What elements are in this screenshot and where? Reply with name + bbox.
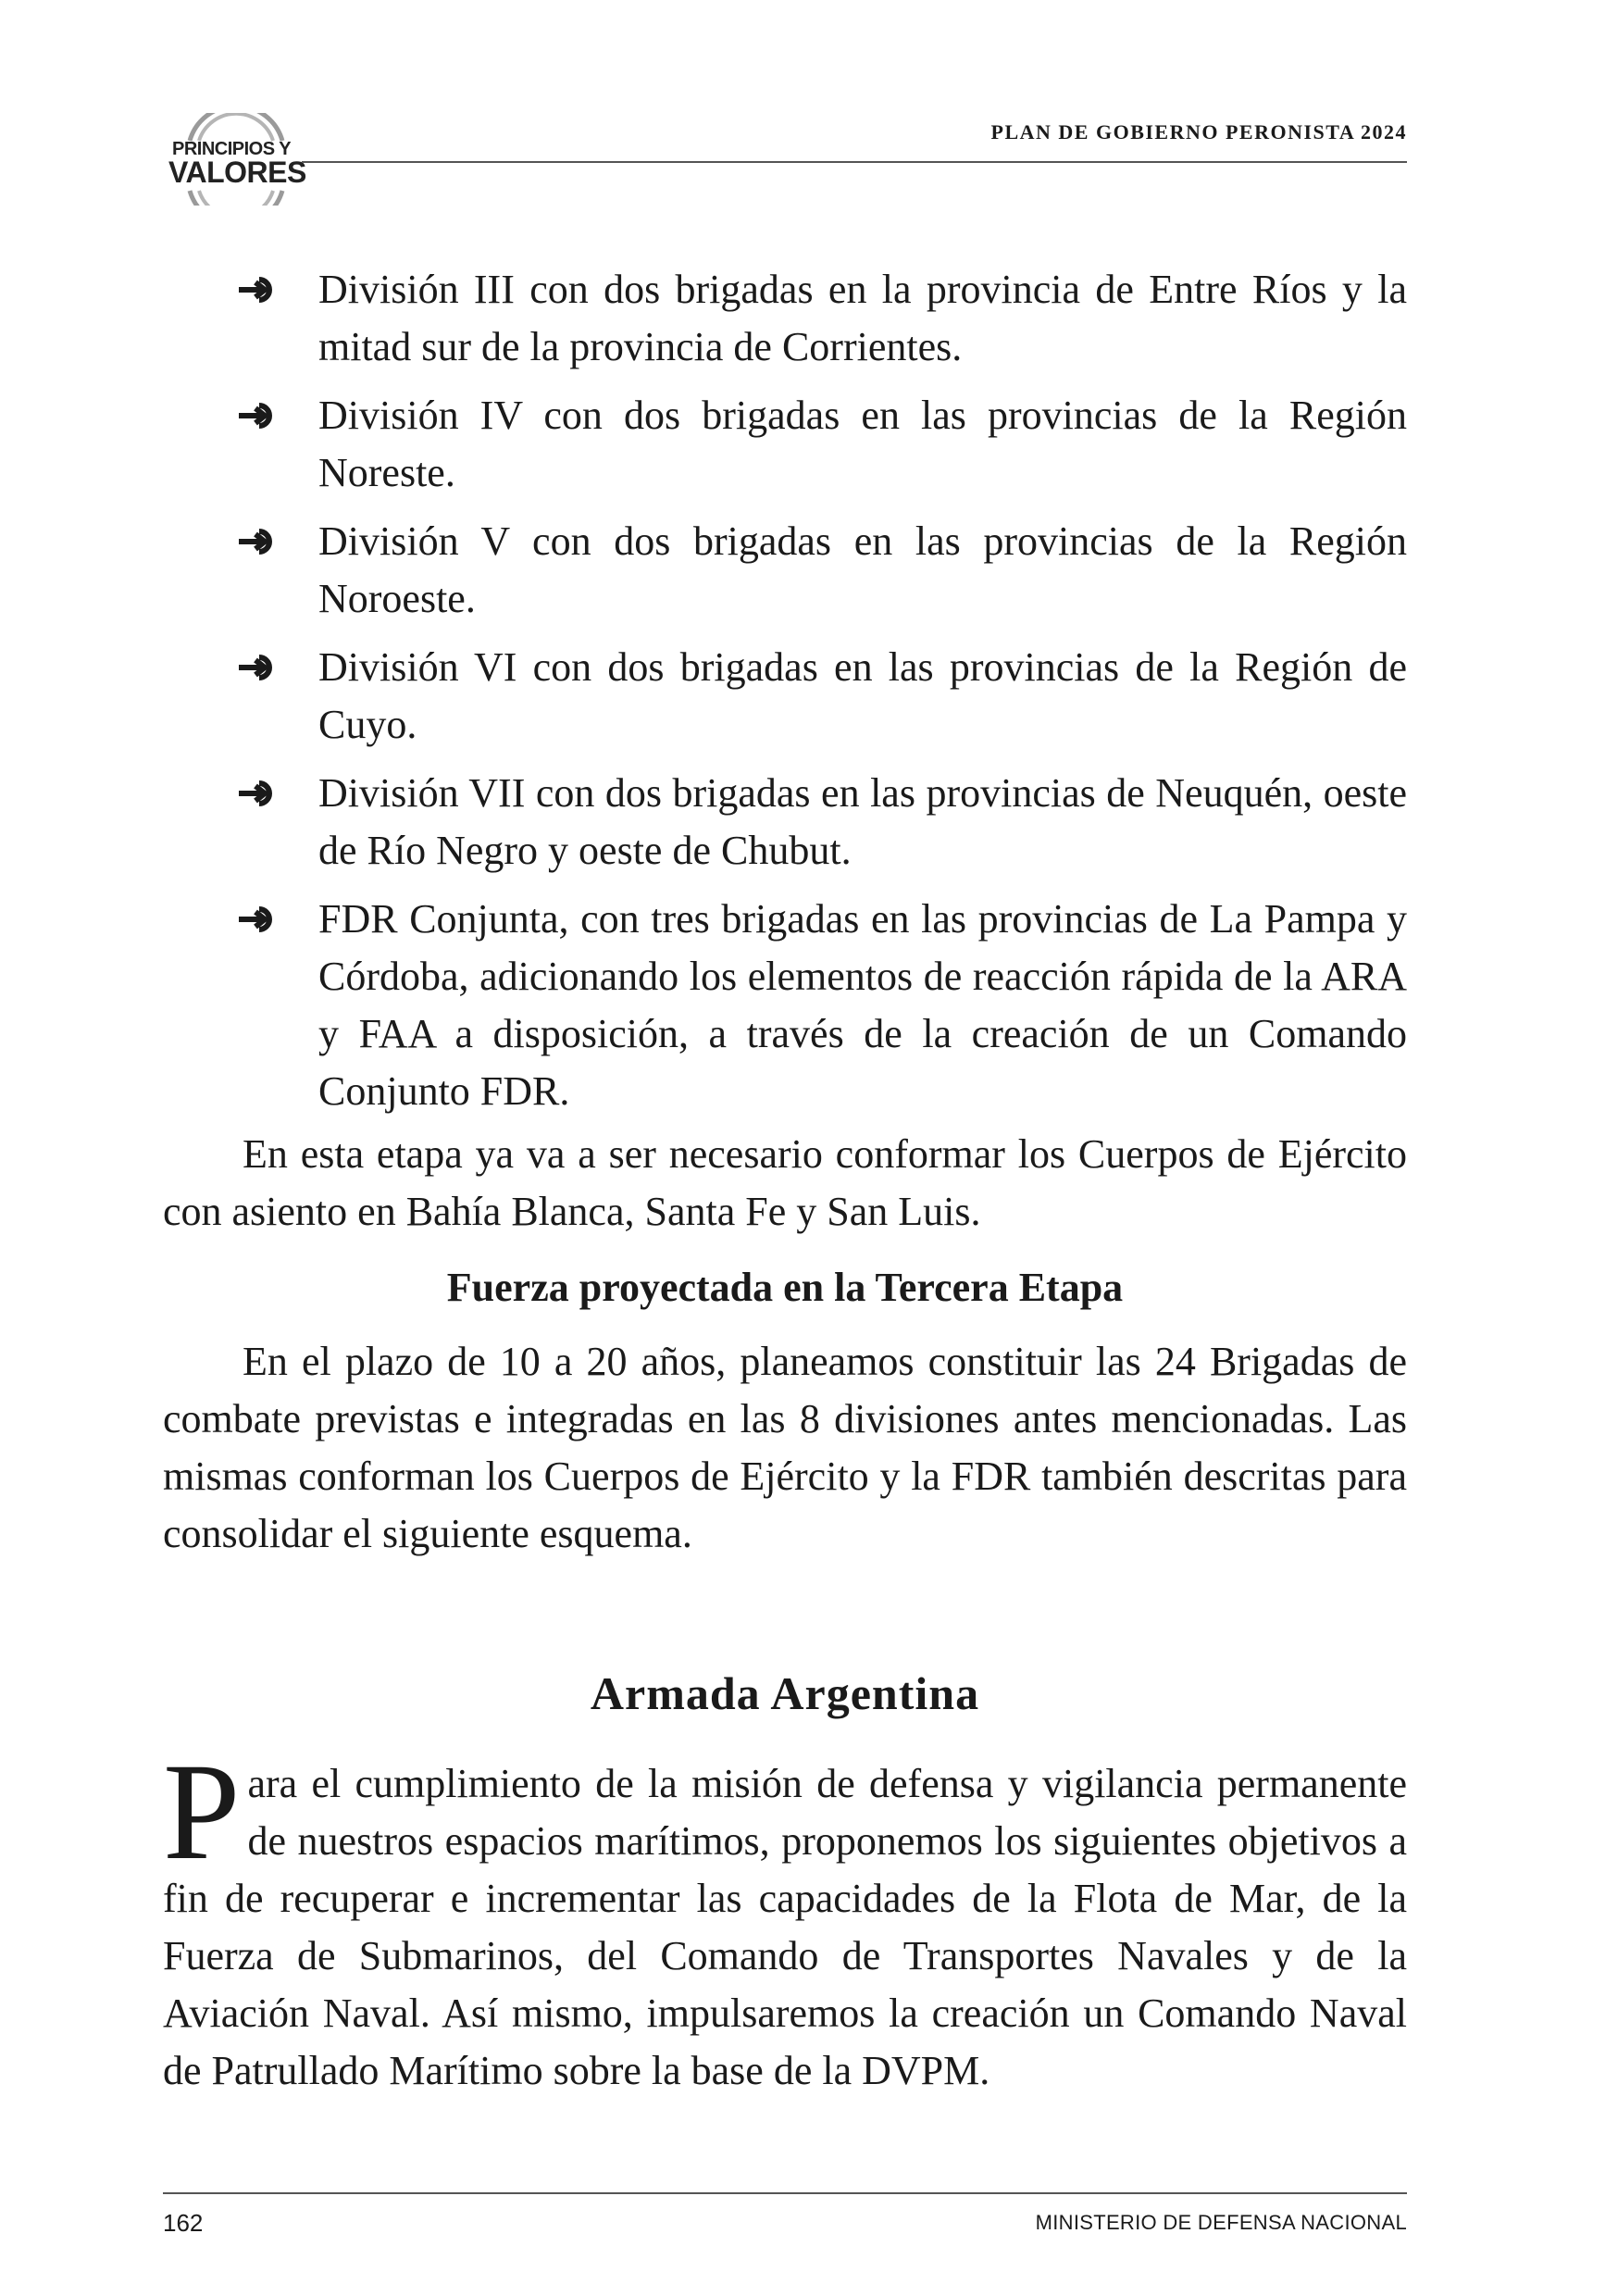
paragraph-armada-text: ara el cumplimiento de la misión de defensa y vigilancia permanente de nuestros espacios marítimos, proponemos los siguientes objetivos a fin de recuperar e incrementar las capacidades de la Flota de Mar, de la Fuerza de Submarinos, del Comando de Transportes Navales y de la Aviación Naval. Así mismo, impulsaremos la creación un Comando Naval de Patrullado Marítimo sobre la base de la DVPM. [163, 1761, 1407, 2093]
list-item [163, 387, 1407, 502]
division-list [163, 261, 1407, 1120]
list-item-text: FDR Conjunta, con tres brigadas en las provincias de La Pampa y Córdoba, adicionando los elementos de reacción rápida de la ARA y FAA a disposición, a través de la creación de un Comando Conjunto FDR. [318, 896, 1407, 1114]
list-item-text: División IV con dos brigadas en las provincias de la Región Noreste. [318, 393, 1407, 495]
logo [157, 113, 315, 206]
page-number: 162 [163, 2209, 204, 2237]
list-item [163, 513, 1407, 628]
paragraph-tercera-etapa: En el plazo de 10 a 20 años, planeamos constituir las 24 Brigadas de combate previstas e integradas en las 8 divisiones antes mencionadas. Las mismas conforman los Cuerpos de Ejército y la FDR también descritas para consolidar el siguiente esquema. [163, 1339, 1407, 1556]
arrow-bullet-icon [237, 400, 274, 431]
header-divider [302, 161, 1407, 163]
logo-line-2: VALORES [168, 156, 306, 189]
paragraph-cuerpos: En esta etapa ya va a ser necesario conformar los Cuerpos de Ejército con asiento en Bahía Blanca, Santa Fe y San Luis. [163, 1131, 1407, 1234]
arrow-bullet-icon [237, 652, 274, 683]
list-item [163, 261, 1407, 376]
logo-line-1: PRINCIPIOS Y [172, 139, 292, 159]
footer-divider [163, 2192, 1407, 2194]
list-item [163, 891, 1407, 1120]
arrow-bullet-icon [237, 778, 274, 809]
arrow-bullet-icon [237, 274, 274, 306]
list-item [163, 639, 1407, 754]
footer-ministry: MINISTERIO DE DEFENSA NACIONAL [1035, 2211, 1407, 2234]
arrow-bullet-icon [237, 526, 274, 557]
running-header-title: PLAN DE GOBIERNO PERONISTA 2024 [990, 120, 1407, 144]
list-item-text: División VII con dos brigadas en las provincias de Neuquén, oeste de Río Negro y oeste de Chubut. [318, 770, 1407, 873]
list-item-text: División III con dos brigadas en la provincia de Entre Ríos y la mitad sur de la provincia de Corrientes. [318, 267, 1407, 369]
arrow-bullet-icon [237, 904, 274, 935]
drop-cap: P [163, 1735, 241, 1889]
paragraph-armada [163, 1735, 1407, 2100]
list-item-text: División VI con dos brigadas en las provincias de la Región de Cuyo. [318, 644, 1407, 747]
section-title: Armada Argentina [590, 1667, 980, 1719]
list-item-text: División V con dos brigadas en las provincias de la Región Noroeste. [318, 518, 1407, 621]
list-item [163, 765, 1407, 880]
subheading-tercera-etapa: Fuerza proyectada en la Tercera Etapa [446, 1265, 1124, 1310]
page-body [163, 261, 1407, 2100]
